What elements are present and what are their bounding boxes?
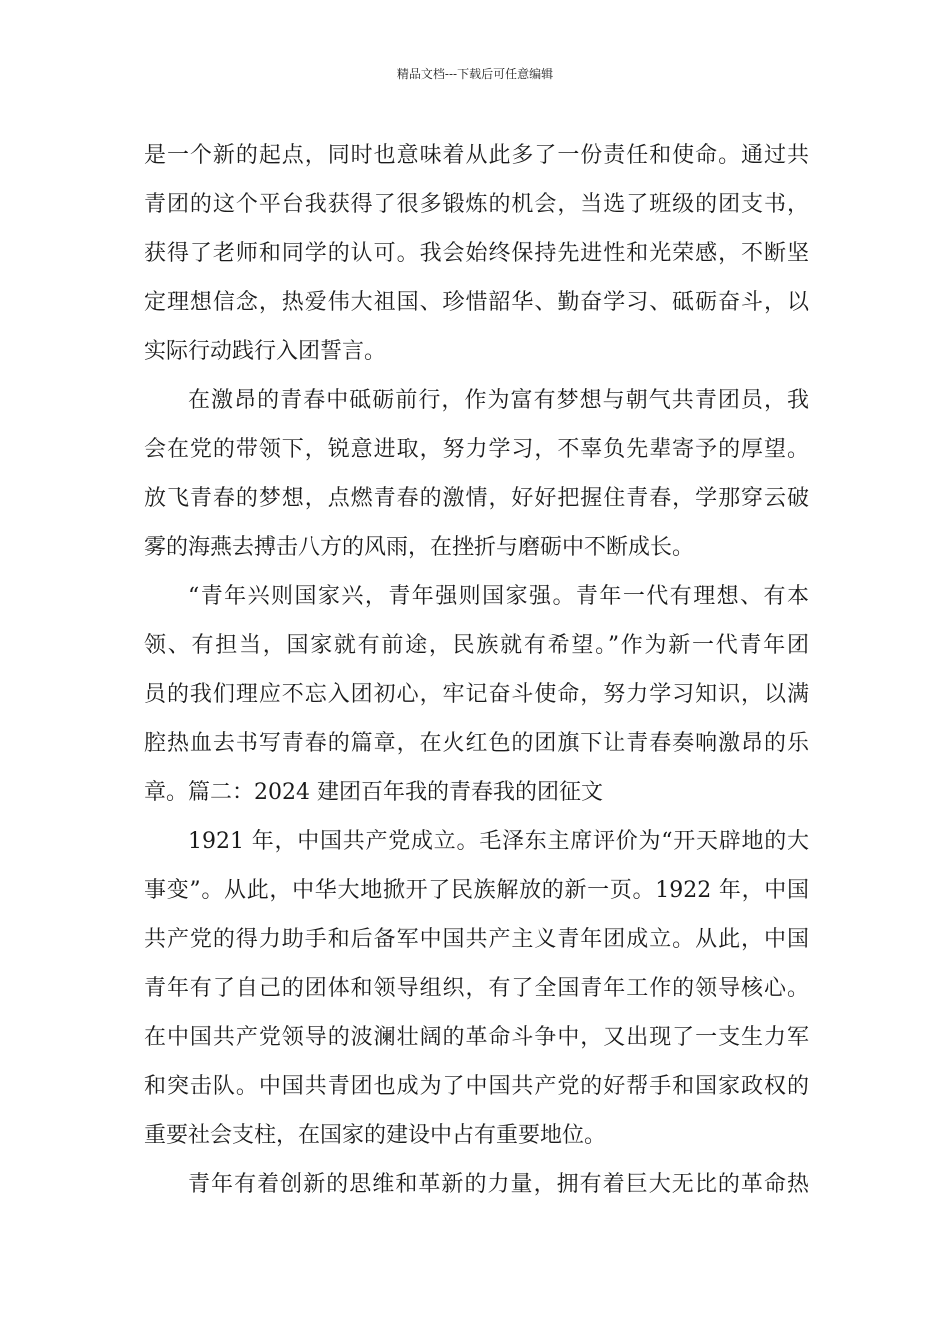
paragraph [144, 572, 809, 817]
paragraph [144, 1160, 809, 1209]
document-body [144, 131, 809, 1209]
text-line: 重要社会支柱，在国家的建设中占有重要地位。 [144, 1123, 607, 1148]
text-line: “青年兴则国家兴，青年强则国家强。青年一代有理想、有本 [188, 584, 809, 609]
text-line: 青团的这个平台我获得了很多锻炼的机会，当选了班级的团支书， [144, 192, 809, 217]
text-line: 青年有了自己的团体和领导组织，有了全国青年工作的领导核心。 [144, 976, 809, 1001]
text-line: 在中国共产党领导的波澜壮阔的革命斗争中，又出现了一支生力军 [144, 1025, 809, 1050]
text-line: 实际行动践行入团誓言。 [144, 339, 387, 364]
text-line: 员的我们理应不忘入团初心，牢记奋斗使命，努力学习知识，以满 [144, 682, 809, 707]
text-line: 在激昂的青春中砥砺前行，作为富有梦想与朝气共青团员，我 [188, 388, 809, 413]
text-line: 获得了老师和同学的认可。我会始终保持先进性和光荣感，不断坚 [144, 241, 809, 266]
text-line: 腔热血去书写青春的篇章，在火红色的团旗下让青春奏响激昂的乐 [144, 731, 809, 756]
text-line: 放飞青春的梦想，点燃青春的激情，好好把握住青春，学那穿云破 [144, 486, 809, 511]
text-line: 定理想信念，热爱伟大祖国、珍惜韶华、勤奋学习、砥砺奋斗，以 [144, 290, 809, 315]
text-line: 青年有着创新的思维和革新的力量，拥有着巨大无比的革命热 [188, 1172, 809, 1197]
text-line: 会在党的带领下，锐意进取，努力学习，不辜负先辈寄予的厚望。 [144, 437, 809, 462]
paragraph [144, 131, 809, 376]
text-line: 是一个新的起点，同时也意味着从此多了一份责任和使命。通过共 [144, 143, 809, 168]
paragraph [144, 817, 809, 1160]
text-line: 事变”。从此，中华大地掀开了民族解放的新一页。1922 年，中国 [144, 878, 809, 903]
text-line: 和突击队。中国共青团也成为了中国共产党的好帮手和国家政权的 [144, 1074, 809, 1099]
text-line: 领、有担当，国家就有前途，民族就有希望。”作为新一代青年团 [144, 633, 809, 658]
text-line: 雾的海燕去搏击八方的风雨，在挫折与磨砺中不断成长。 [144, 535, 695, 560]
page-header: 精品文档---下载后可任意编辑 [396, 67, 554, 81]
text-line: 章。篇二：2024 建团百年我的青春我的团征文 [144, 780, 603, 805]
text-line: 共产党的得力助手和后备军中国共产主义青年团成立。从此，中国 [144, 927, 809, 952]
text-line: 1921 年，中国共产党成立。毛泽东主席评价为“开天辟地的大 [188, 829, 809, 854]
paragraph [144, 376, 809, 572]
